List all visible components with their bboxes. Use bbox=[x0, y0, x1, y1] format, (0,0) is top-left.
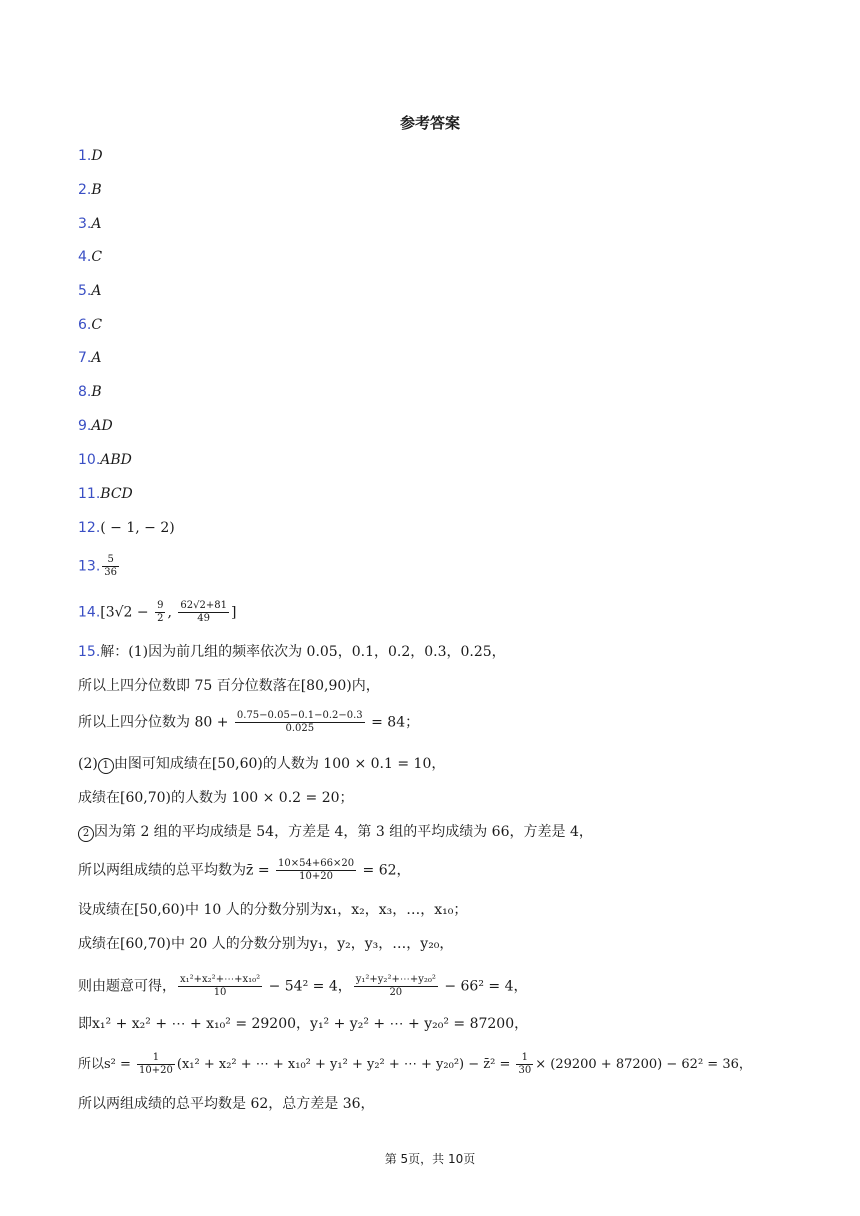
denominator: 10+20 bbox=[299, 871, 333, 882]
numerator: y₁²+y₂²+⋯+y₂₀² bbox=[355, 974, 436, 985]
numerator: x₁²+x₂²+⋯+x₁₀² bbox=[180, 974, 261, 985]
denominator: 2 bbox=[157, 613, 164, 624]
expr-text: , bbox=[167, 604, 177, 621]
answer-value: C bbox=[91, 249, 103, 265]
answer-number: 11. bbox=[78, 486, 101, 502]
answer-value: A bbox=[91, 216, 102, 232]
denominator: 10+20 bbox=[139, 1065, 173, 1076]
answer-3 bbox=[78, 214, 101, 234]
text: 所以s² = bbox=[78, 1057, 136, 1072]
solution-line bbox=[78, 642, 506, 662]
answer-7 bbox=[78, 348, 101, 368]
fraction bbox=[137, 1052, 175, 1077]
text: 所以上四分位数为 80 + bbox=[78, 714, 233, 731]
answer-1 bbox=[78, 146, 103, 166]
answer-number: 13. bbox=[78, 558, 101, 575]
answer-value: B bbox=[91, 182, 102, 198]
answer-value: C bbox=[91, 317, 103, 333]
answer-2 bbox=[78, 180, 102, 200]
solution-line: 设成绩在[50,60)中 10 人的分数分别为x₁，x₂，x₃，…，x₁₀； bbox=[78, 902, 468, 918]
denominator: 49 bbox=[197, 613, 211, 624]
text: (2) bbox=[78, 756, 98, 772]
answer-value: ABD bbox=[100, 452, 132, 468]
solution-line bbox=[78, 822, 593, 842]
text: = 84； bbox=[366, 714, 420, 731]
text: × (29200 + 87200) − 62² = 36， bbox=[535, 1057, 752, 1072]
fraction bbox=[235, 710, 365, 735]
solution-line bbox=[78, 710, 419, 735]
answer-number: 7. bbox=[78, 350, 92, 366]
answer-number: 2. bbox=[78, 182, 92, 198]
answer-number: 5. bbox=[78, 283, 92, 299]
page-title: 参考答案 bbox=[399, 114, 460, 132]
answer-number: 6. bbox=[78, 317, 92, 333]
denominator: 10 bbox=[213, 987, 227, 998]
numerator: 9 bbox=[157, 600, 164, 611]
numerator: 5 bbox=[102, 554, 119, 567]
answer-4 bbox=[78, 247, 102, 267]
answer-number: 8. bbox=[78, 384, 92, 400]
numerator: 10×54+66×20 bbox=[278, 858, 355, 869]
numerator: 1 bbox=[516, 1052, 533, 1065]
solution-line bbox=[78, 1052, 752, 1077]
text: 所以两组成绩的总平均数为z̄ = bbox=[78, 862, 275, 879]
answer-value: D bbox=[91, 148, 103, 164]
answer-number: 14. bbox=[78, 604, 101, 621]
denominator: 0.025 bbox=[285, 723, 315, 734]
fraction bbox=[178, 600, 229, 625]
answer-number: 15. bbox=[78, 644, 101, 660]
text: − 66² = 4， bbox=[439, 978, 528, 995]
answer-number: 10. bbox=[78, 452, 101, 468]
text: (x₁² + x₂² + ⋯ + x₁₀² + y₁² + y₂² + ⋯ + y₂₀²) − z̄² = bbox=[176, 1057, 515, 1072]
fraction bbox=[178, 974, 262, 999]
answer-9 bbox=[78, 416, 113, 436]
answer-11 bbox=[78, 484, 133, 504]
text: 则由题意可得， bbox=[78, 978, 176, 995]
solution-line: 即x₁² + x₂² + ⋯ + x₁₀² = 29200，y₁² + y₂² + ⋯ + y₂₀² = 87200， bbox=[78, 1016, 529, 1032]
text: = 62， bbox=[358, 862, 411, 879]
answer-5 bbox=[78, 281, 101, 301]
text: 由图可知成绩在[50,60)的人数为 100 × 0.1 = 10， bbox=[113, 756, 446, 772]
circled-number: 1 bbox=[98, 758, 114, 774]
text: 因为第 2 组的平均成绩是 54，方差是 4，第 3 组的平均成绩为 66，方差是 4， bbox=[94, 824, 593, 840]
numerator: 1 bbox=[137, 1052, 175, 1065]
answer-value: B bbox=[91, 384, 102, 400]
answer-number: 12. bbox=[78, 520, 101, 536]
expr-text: [3√2 − bbox=[100, 604, 154, 621]
solution-line bbox=[78, 974, 528, 999]
numerator: 0.75−0.05−0.1−0.2−0.3 bbox=[236, 710, 363, 721]
page-footer: 第 5页，共 10页 bbox=[384, 1152, 476, 1166]
denominator: 36 bbox=[104, 567, 117, 578]
denominator: 20 bbox=[389, 987, 403, 998]
answer-10 bbox=[78, 450, 132, 470]
numerator: 62√2+81 bbox=[180, 600, 227, 611]
answer-number: 9. bbox=[78, 418, 92, 434]
text: − 54² = 4， bbox=[264, 978, 352, 995]
answer-value: A bbox=[91, 350, 102, 366]
answer-value: A bbox=[91, 283, 102, 299]
text: 解：(1)因为前几组的频率依次为 0.05，0.1，0.2，0.3，0.25， bbox=[100, 644, 506, 660]
fraction bbox=[354, 974, 438, 999]
answer-value: ( − 1, − 2) bbox=[100, 520, 175, 536]
solution-line bbox=[78, 754, 445, 774]
solution-line: 成绩在[60,70)的人数为 100 × 0.2 = 20； bbox=[78, 790, 354, 806]
fraction bbox=[276, 858, 356, 883]
denominator: 30 bbox=[518, 1065, 532, 1076]
solution-line: 所以两组成绩的总平均数是 62，总方差是 36， bbox=[78, 1096, 375, 1112]
answer-13 bbox=[78, 554, 121, 579]
answer-value: BCD bbox=[100, 486, 133, 502]
answer-number: 3. bbox=[78, 216, 92, 232]
fraction bbox=[102, 554, 119, 579]
answer-number: 4. bbox=[78, 249, 92, 265]
fraction bbox=[516, 1052, 533, 1077]
solution-line: 所以上四分位数即 75 百分位数落在[80,90)内， bbox=[78, 678, 380, 694]
answer-6 bbox=[78, 315, 102, 335]
solution-line bbox=[78, 858, 411, 883]
solution-line: 成绩在[60,70)中 20 人的分数分别为y₁，y₂，y₃，…，y₂₀， bbox=[78, 936, 454, 952]
answer-12 bbox=[78, 518, 175, 538]
expr-text: ] bbox=[230, 604, 237, 621]
circled-number: 2 bbox=[78, 826, 94, 842]
answer-8 bbox=[78, 382, 102, 402]
answer-14 bbox=[78, 600, 236, 625]
answer-number: 1. bbox=[78, 148, 92, 164]
fraction bbox=[155, 600, 165, 625]
answer-value: AD bbox=[91, 418, 113, 434]
